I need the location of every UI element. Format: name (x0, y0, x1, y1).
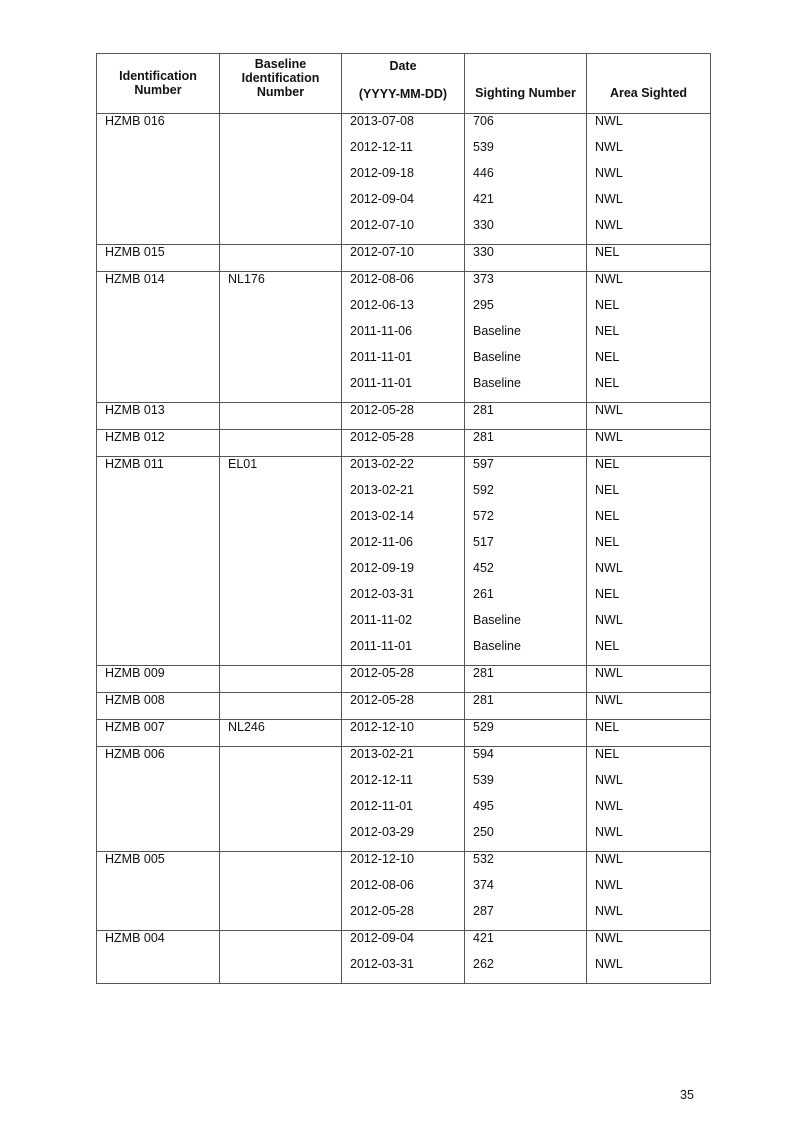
table-row (97, 457, 711, 484)
table-row (97, 140, 711, 166)
date-cell: 2011-11-02 (342, 613, 465, 639)
id-cell (97, 773, 220, 799)
sighting-cell: 452 (465, 561, 587, 587)
table-row (97, 825, 711, 852)
date-cell: 2013-02-21 (342, 483, 465, 509)
table-row (97, 403, 711, 430)
record-group (97, 666, 711, 693)
date-cell: 2012-12-11 (342, 773, 465, 799)
area-cell: NWL (587, 878, 711, 904)
area-cell: NWL (587, 114, 711, 141)
area-cell: NWL (587, 613, 711, 639)
header-text: (YYYY-MM-DD) (358, 86, 448, 101)
baseline-cell: EL01 (220, 457, 342, 484)
record-group (97, 403, 711, 430)
date-cell: 2012-08-06 (342, 878, 465, 904)
area-cell: NEL (587, 324, 711, 350)
baseline-cell (220, 852, 342, 879)
area-cell: NWL (587, 403, 711, 430)
id-cell (97, 957, 220, 984)
record-group (97, 272, 711, 403)
table-row (97, 483, 711, 509)
baseline-cell (220, 693, 342, 720)
baseline-cell (220, 298, 342, 324)
table-row (97, 114, 711, 141)
id-cell (97, 561, 220, 587)
date-cell: 2012-05-28 (342, 904, 465, 931)
id-cell: HZMB 013 (97, 403, 220, 430)
table-row (97, 639, 711, 666)
date-cell: 2012-12-10 (342, 720, 465, 747)
sighting-cell: Baseline (465, 324, 587, 350)
id-cell (97, 509, 220, 535)
id-cell: HZMB 015 (97, 245, 220, 272)
area-cell: NEL (587, 376, 711, 403)
header-baseline-identification-number (220, 54, 342, 114)
baseline-cell (220, 957, 342, 984)
area-cell: NEL (587, 298, 711, 324)
baseline-cell (220, 166, 342, 192)
sighting-cell: 330 (465, 245, 587, 272)
header-text: Identification (119, 69, 197, 83)
table-row (97, 509, 711, 535)
date-cell: 2011-11-01 (342, 376, 465, 403)
table-row (97, 350, 711, 376)
id-cell (97, 639, 220, 666)
date-cell: 2011-11-01 (342, 639, 465, 666)
id-cell (97, 376, 220, 403)
area-cell: NWL (587, 272, 711, 299)
date-cell: 2012-07-10 (342, 245, 465, 272)
table-row (97, 878, 711, 904)
id-cell (97, 825, 220, 852)
area-cell: NEL (587, 350, 711, 376)
record-group (97, 114, 711, 245)
header-row (97, 54, 711, 114)
baseline-cell (220, 613, 342, 639)
record-group (97, 693, 711, 720)
id-cell (97, 140, 220, 166)
baseline-cell (220, 747, 342, 774)
sighting-cell: 517 (465, 535, 587, 561)
table-row (97, 957, 711, 984)
date-cell: 2012-07-10 (342, 218, 465, 245)
sighting-cell: 261 (465, 587, 587, 613)
record-group (97, 430, 711, 457)
id-cell (97, 535, 220, 561)
sighting-cell: 281 (465, 666, 587, 693)
baseline-cell (220, 192, 342, 218)
area-cell: NWL (587, 430, 711, 457)
area-cell: NWL (587, 852, 711, 879)
table-row (97, 561, 711, 587)
sighting-cell: Baseline (465, 350, 587, 376)
sighting-cell: 446 (465, 166, 587, 192)
table-row (97, 931, 711, 958)
area-cell: NEL (587, 747, 711, 774)
sighting-cell: 330 (465, 218, 587, 245)
date-cell: 2012-09-04 (342, 192, 465, 218)
sighting-cell: 421 (465, 931, 587, 958)
baseline-cell (220, 639, 342, 666)
date-cell: 2012-09-04 (342, 931, 465, 958)
area-cell: NWL (587, 825, 711, 852)
sighting-cell: Baseline (465, 613, 587, 639)
id-cell: HZMB 007 (97, 720, 220, 747)
sighting-cell: 373 (465, 272, 587, 299)
date-cell: 2012-08-06 (342, 272, 465, 299)
record-group (97, 747, 711, 852)
header-text: Date (389, 59, 417, 73)
id-cell (97, 218, 220, 245)
date-cell: 2012-03-31 (342, 587, 465, 613)
area-cell: NWL (587, 957, 711, 984)
area-cell: NWL (587, 561, 711, 587)
record-group (97, 457, 711, 666)
baseline-cell: NL246 (220, 720, 342, 747)
id-cell (97, 799, 220, 825)
sighting-cell: 295 (465, 298, 587, 324)
baseline-cell (220, 799, 342, 825)
baseline-cell (220, 376, 342, 403)
date-cell: 2013-02-21 (342, 747, 465, 774)
id-cell (97, 350, 220, 376)
sightings-table (96, 53, 711, 984)
header-text: Number (256, 84, 305, 99)
baseline-cell (220, 825, 342, 852)
baseline-cell (220, 140, 342, 166)
record-group (97, 245, 711, 272)
area-cell: NWL (587, 773, 711, 799)
header-sighting-number (465, 54, 587, 114)
table-row (97, 166, 711, 192)
id-cell (97, 324, 220, 350)
id-cell (97, 878, 220, 904)
sighting-cell: 572 (465, 509, 587, 535)
table-row (97, 324, 711, 350)
id-cell (97, 192, 220, 218)
area-cell: NWL (587, 904, 711, 931)
table-row (97, 430, 711, 457)
date-cell: 2012-11-01 (342, 799, 465, 825)
baseline-cell: NL176 (220, 272, 342, 299)
baseline-cell (220, 904, 342, 931)
sighting-cell: 250 (465, 825, 587, 852)
sighting-cell: Baseline (465, 639, 587, 666)
table-row (97, 535, 711, 561)
date-cell: 2013-02-14 (342, 509, 465, 535)
table-row (97, 720, 711, 747)
area-cell: NEL (587, 639, 711, 666)
record-group (97, 931, 711, 984)
area-cell: NEL (587, 509, 711, 535)
sighting-cell: 421 (465, 192, 587, 218)
id-cell: HZMB 016 (97, 114, 220, 141)
date-cell: 2011-11-01 (342, 350, 465, 376)
area-cell: NEL (587, 245, 711, 272)
sighting-cell: 374 (465, 878, 587, 904)
record-group (97, 720, 711, 747)
area-cell: NWL (587, 218, 711, 245)
area-cell: NWL (587, 192, 711, 218)
table-row (97, 747, 711, 774)
id-cell: HZMB 004 (97, 931, 220, 958)
table-row (97, 218, 711, 245)
date-cell: 2013-02-22 (342, 457, 465, 484)
table-row (97, 298, 711, 324)
date-cell: 2012-05-28 (342, 403, 465, 430)
table-row (97, 192, 711, 218)
record-group (97, 852, 711, 931)
area-cell: NWL (587, 166, 711, 192)
header-area-sighted (587, 54, 711, 114)
sighting-cell: 539 (465, 773, 587, 799)
area-cell: NEL (587, 535, 711, 561)
area-cell: NEL (587, 457, 711, 484)
date-cell: 2012-12-11 (342, 140, 465, 166)
table-row (97, 587, 711, 613)
date-cell: 2012-03-29 (342, 825, 465, 852)
date-cell: 2012-12-10 (342, 852, 465, 879)
table-row (97, 666, 711, 693)
id-cell: HZMB 005 (97, 852, 220, 879)
header-text: Area Sighted (609, 86, 688, 100)
table-row (97, 693, 711, 720)
header-text: Sighting Number (475, 86, 576, 100)
sighting-cell: 594 (465, 747, 587, 774)
table-row (97, 904, 711, 931)
sighting-cell: 287 (465, 904, 587, 931)
date-cell: 2012-05-28 (342, 693, 465, 720)
table-row (97, 799, 711, 825)
id-cell: HZMB 009 (97, 666, 220, 693)
id-cell: HZMB 011 (97, 457, 220, 484)
sighting-cell: 281 (465, 430, 587, 457)
date-cell: 2012-09-18 (342, 166, 465, 192)
sighting-cell: 495 (465, 799, 587, 825)
area-cell: NWL (587, 799, 711, 825)
table-row (97, 272, 711, 299)
id-cell (97, 298, 220, 324)
id-cell (97, 587, 220, 613)
area-cell: NWL (587, 931, 711, 958)
baseline-cell (220, 483, 342, 509)
date-cell: 2012-11-06 (342, 535, 465, 561)
baseline-cell (220, 535, 342, 561)
id-cell (97, 904, 220, 931)
sighting-cell: 262 (465, 957, 587, 984)
sighting-cell: 706 (465, 114, 587, 141)
sighting-cell: 592 (465, 483, 587, 509)
table-row (97, 245, 711, 272)
table-row (97, 773, 711, 799)
baseline-cell (220, 245, 342, 272)
table-row (97, 376, 711, 403)
baseline-cell (220, 878, 342, 904)
id-cell (97, 483, 220, 509)
id-cell: HZMB 008 (97, 693, 220, 720)
baseline-cell (220, 403, 342, 430)
sighting-cell: 281 (465, 403, 587, 430)
area-cell: NEL (587, 483, 711, 509)
id-cell (97, 613, 220, 639)
header-text: Baseline (254, 57, 307, 71)
baseline-cell (220, 218, 342, 245)
id-cell: HZMB 014 (97, 272, 220, 299)
date-cell: 2012-06-13 (342, 298, 465, 324)
sighting-cell: 597 (465, 457, 587, 484)
id-cell (97, 166, 220, 192)
baseline-cell (220, 561, 342, 587)
table-row (97, 852, 711, 879)
baseline-cell (220, 666, 342, 693)
id-cell: HZMB 006 (97, 747, 220, 774)
sighting-cell: 532 (465, 852, 587, 879)
header-text: Number (134, 82, 182, 97)
table-row (97, 613, 711, 639)
baseline-cell (220, 931, 342, 958)
header-identification-number (97, 54, 220, 114)
id-cell: HZMB 012 (97, 430, 220, 457)
header-date (342, 54, 465, 114)
baseline-cell (220, 587, 342, 613)
area-cell: NEL (587, 587, 711, 613)
area-cell: NWL (587, 666, 711, 693)
sighting-cell: 539 (465, 140, 587, 166)
sighting-cell: Baseline (465, 376, 587, 403)
area-cell: NWL (587, 693, 711, 720)
sighting-cell: 281 (465, 693, 587, 720)
date-cell: 2012-05-28 (342, 666, 465, 693)
baseline-cell (220, 350, 342, 376)
header-text: Identification (241, 70, 320, 85)
baseline-cell (220, 773, 342, 799)
date-cell: 2012-03-31 (342, 957, 465, 984)
baseline-cell (220, 509, 342, 535)
date-cell: 2013-07-08 (342, 114, 465, 141)
date-cell: 2012-09-19 (342, 561, 465, 587)
baseline-cell (220, 324, 342, 350)
date-cell: 2011-11-06 (342, 324, 465, 350)
area-cell: NWL (587, 140, 711, 166)
sighting-cell: 529 (465, 720, 587, 747)
date-cell: 2012-05-28 (342, 430, 465, 457)
baseline-cell (220, 114, 342, 141)
page-number: 35 (680, 1088, 694, 1102)
area-cell: NEL (587, 720, 711, 747)
baseline-cell (220, 430, 342, 457)
